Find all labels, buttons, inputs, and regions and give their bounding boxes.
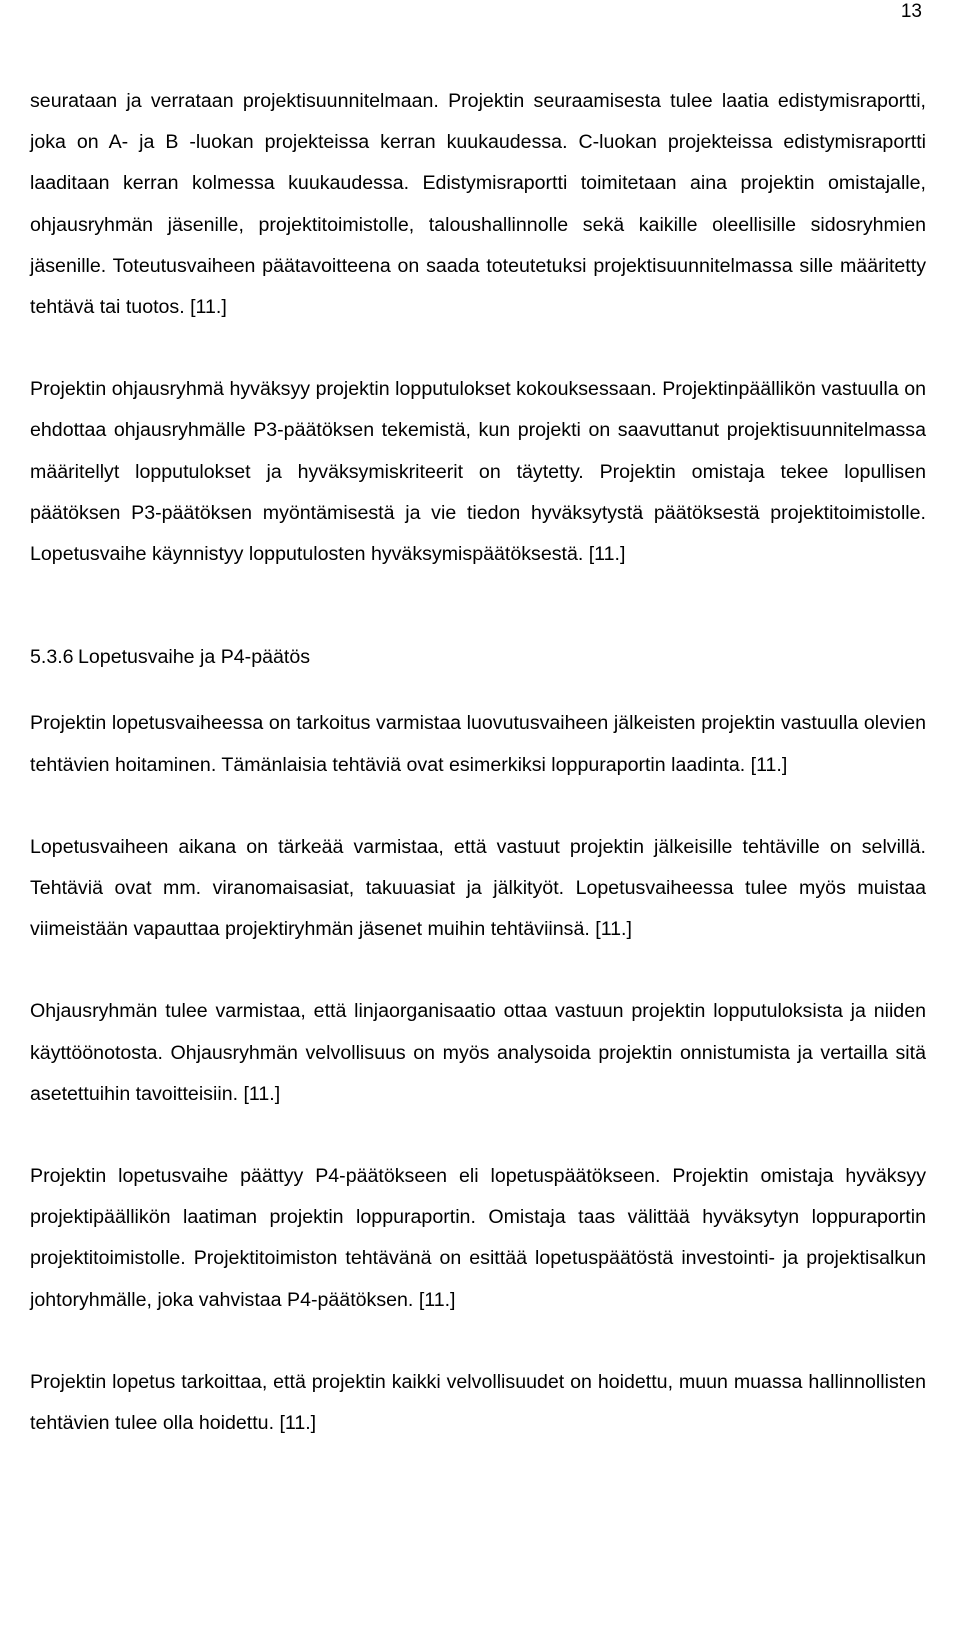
paragraph-closing-phase-purpose: Projektin lopetusvaiheessa on tarkoitus varmistaa luovutusvaiheen jälkeisten projektin vastuulla olevien tehtävien hoitaminen. Tämänlaisia tehtäviä ovat esimerkiksi loppuraportin laadinta. [11.]: [30, 712, 926, 776]
paragraph-steering-group-duties: Ohjausryhmän tulee varmistaa, että linjaorganisaatio ottaa vastuun projektin lopputuloksista ja niiden käyttöönotosta. Ohjausryhmän velvollisuus on myös analysoida projektin onnistumista ja vertailla sitä asetettuihin tavoitteisiin. [11.]: [30, 1000, 926, 1105]
section-title: Lopetusvaihe ja P4-päätös: [78, 646, 311, 669]
document-body: [30, 81, 926, 1444]
paragraph-steering-group-approval: Projektin ohjausryhmä hyväksyy projektin lopputulokset kokouksessaan. Projektinpäällikön vastuulla on ehdottaa ohjausryhmälle P3-päätöksen tekemistä, kun projekti on saavuttanut projektisuunnitelmassa määritellyt lopputulokset ja hyväksymiskriteerit on täytetty. Projektin omistaja tekee lopullisen päätöksen P3-päätöksen myöntämisestä ja vie tiedon hyväksytystä päätöksestä projektitoimistolle. Lopetusvaihe käynnistyy lopputulosten hyväksymispäätöksestä. [11.]: [30, 378, 926, 566]
paragraph-p4-decision: Projektin lopetusvaihe päättyy P4-päätökseen eli lopetuspäätökseen. Projektin omistaja hyväksyy projektipäällikön laatiman projektin loppuraportin. Omistaja taas välittää hyväksytyn loppuraportin projektitoimistolle. Projektitoimiston tehtävänä on esittää lopetuspäätöstä investointi- ja projektisalkun johtoryhmälle, joka vahvistaa P4-päätöksen. [11.]: [30, 1165, 926, 1311]
page-number: 13: [900, 1, 922, 22]
section-heading: [30, 637, 926, 678]
paragraph-implementation-tracking: seurataan ja verrataan projektisuunnitelmaan. Projektin seuraamisesta tulee laatia edistymisraportti, joka on A- ja B -luokan projekteissa kerran kuukaudessa. C-luokan projekteissa edistymisraportti laaditaan kerran kolmessa kuukaudessa. Edistymisraportti toimitetaan aina projektin omistajalle, ohjausryhmän jäsenille, projektitoimistolle, taloushallinnolle sekä kaikille oleellisille sidosryhmien jäsenille. Toteutusvaiheen päätavoitteena on saada toteutetuksi projektisuunnitelmassa sille määritetty tehtävä tai tuotos. [11.]: [30, 90, 926, 319]
paragraph-project-closure: Projektin lopetus tarkoittaa, että projektin kaikki velvollisuudet on hoidettu, muun muassa hallinnollisten tehtävien tulee olla hoidettu. [11.]: [30, 1370, 926, 1435]
paragraph-closing-responsibilities: Lopetusvaiheen aikana on tärkeää varmistaa, että vastuut projektin jälkeisille tehtäville on selvillä. Tehtäviä ovat mm. viranomaisasiat, takuuasiat ja jälkityöt. Lopetusvaiheessa tulee myös muistaa viimeistään vapauttaa projektiryhmän jäsenet muihin tehtäviinsä. [11.]: [30, 835, 926, 941]
section-number: 5.3.6: [30, 646, 74, 669]
